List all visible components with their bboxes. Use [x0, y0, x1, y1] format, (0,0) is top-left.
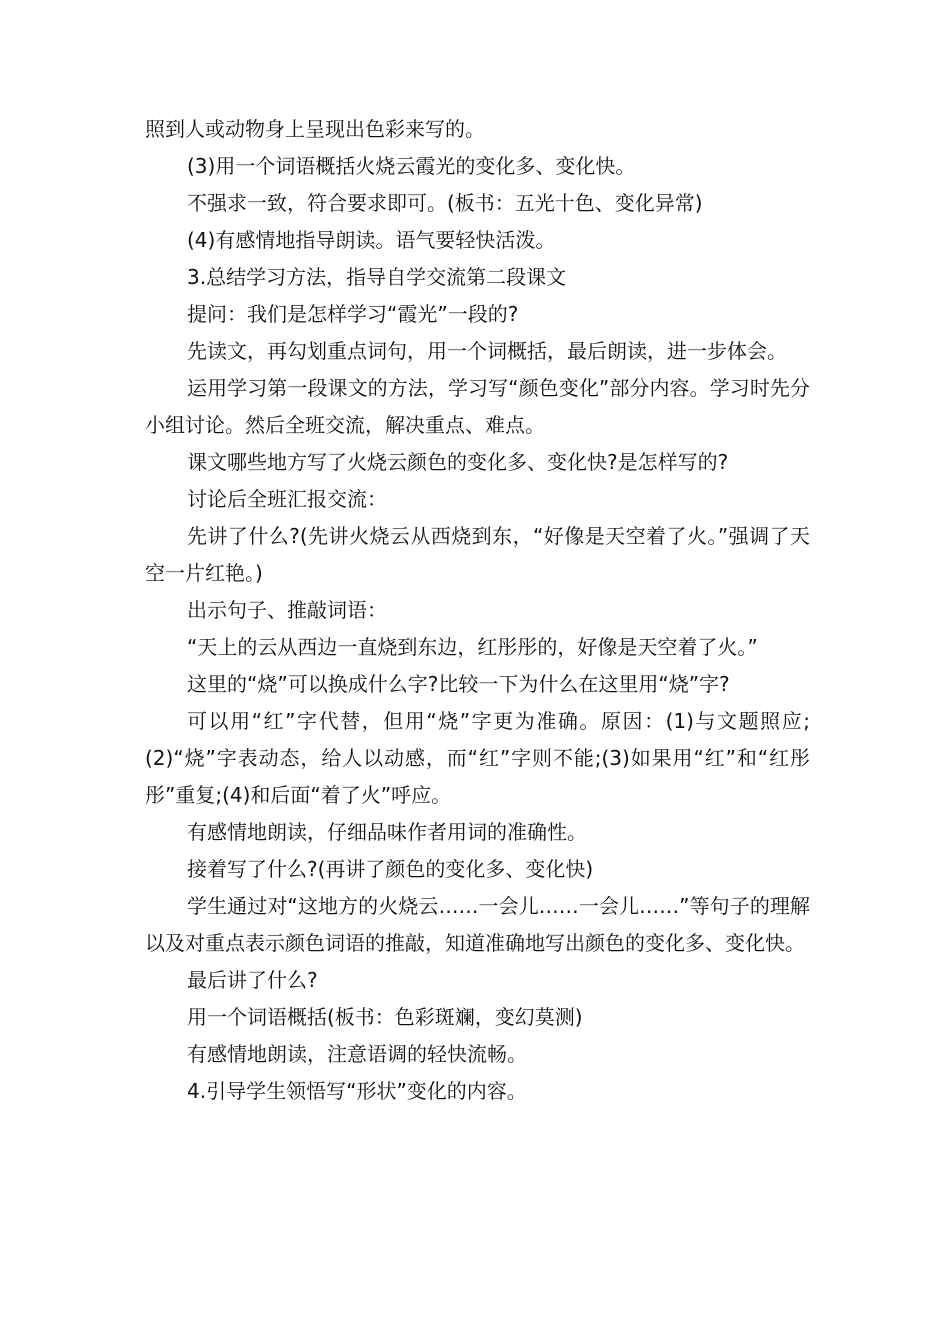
paragraph-18: 学生通过对“这地方的火烧云……一会儿……一会儿……”等句子的理解以及对重点表示颜色词语的推敲，知道准确地写出颜色的变化多、变化快。: [145, 894, 810, 955]
paragraph-10: 讨论后全班汇报交流：: [187, 487, 387, 511]
paragraph-11: 先讲了什么?(先讲火烧云从西烧到东，“好像是天空着了火。”强调了天空一片红艳。): [145, 524, 810, 585]
paragraph-14: 这里的“烧”可以换成什么字?比较一下为什么在这里用“烧”字?: [187, 672, 730, 696]
paragraph-4: (4)有感情地指导朗读。语气要轻快活泼。: [187, 228, 556, 252]
paragraph-15: 可以用“红”字代替，但用“烧”字更为准确。原因：(1)与文题照应;(2)“烧”字表动态，给人以动感，而“红”字则不能;(3)如果用“红”和“红彤彤”重复;(4)和后面“着了火”呼应。: [145, 709, 810, 807]
paragraph-7: 先读文，再勾划重点词句，用一个词概括，最后朗读，进一步体会。: [187, 339, 787, 363]
paragraph-3: 不强求一致，符合要求即可。(板书：五光十色、变化异常): [187, 191, 703, 215]
paragraph-1: 照到人或动物身上呈现出色彩来写的。: [145, 117, 485, 141]
paragraph-21: 有感情地朗读，注意语调的轻快流畅。: [187, 1042, 527, 1066]
paragraph-16: 有感情地朗读，仔细品味作者用词的准确性。: [187, 820, 587, 844]
paragraph-13: “天上的云从西边一直烧到东边，红彤彤的，好像是天空着了火。”: [187, 635, 758, 659]
paragraph-9: 课文哪些地方写了火烧云颜色的变化多、变化快?是怎样写的?: [187, 450, 729, 474]
paragraph-6: 提问：我们是怎样学习“霞光”一段的?: [187, 302, 519, 326]
paragraph-5: 3.总结学习方法，指导自学交流第二段课文: [187, 265, 567, 289]
paragraph-20: 用一个词语概括(板书：色彩斑斓，变幻莫测): [187, 1005, 583, 1029]
document-body: [145, 111, 810, 1110]
paragraph-12: 出示句子、推敲词语：: [187, 598, 387, 622]
paragraph-8: 运用学习第一段课文的方法，学习写“颜色变化”部分内容。学习时先分小组讨论。然后全班交流，解决重点、难点。: [145, 376, 810, 437]
paragraph-19: 最后讲了什么?: [187, 968, 318, 992]
paragraph-22: 4.引导学生领悟写“形状”变化的内容。: [187, 1079, 527, 1103]
paragraph-17: 接着写了什么?(再讲了颜色的变化多、变化快): [187, 857, 594, 881]
paragraph-2: (3)用一个词语概括火烧云霞光的变化多、变化快。: [187, 154, 636, 178]
